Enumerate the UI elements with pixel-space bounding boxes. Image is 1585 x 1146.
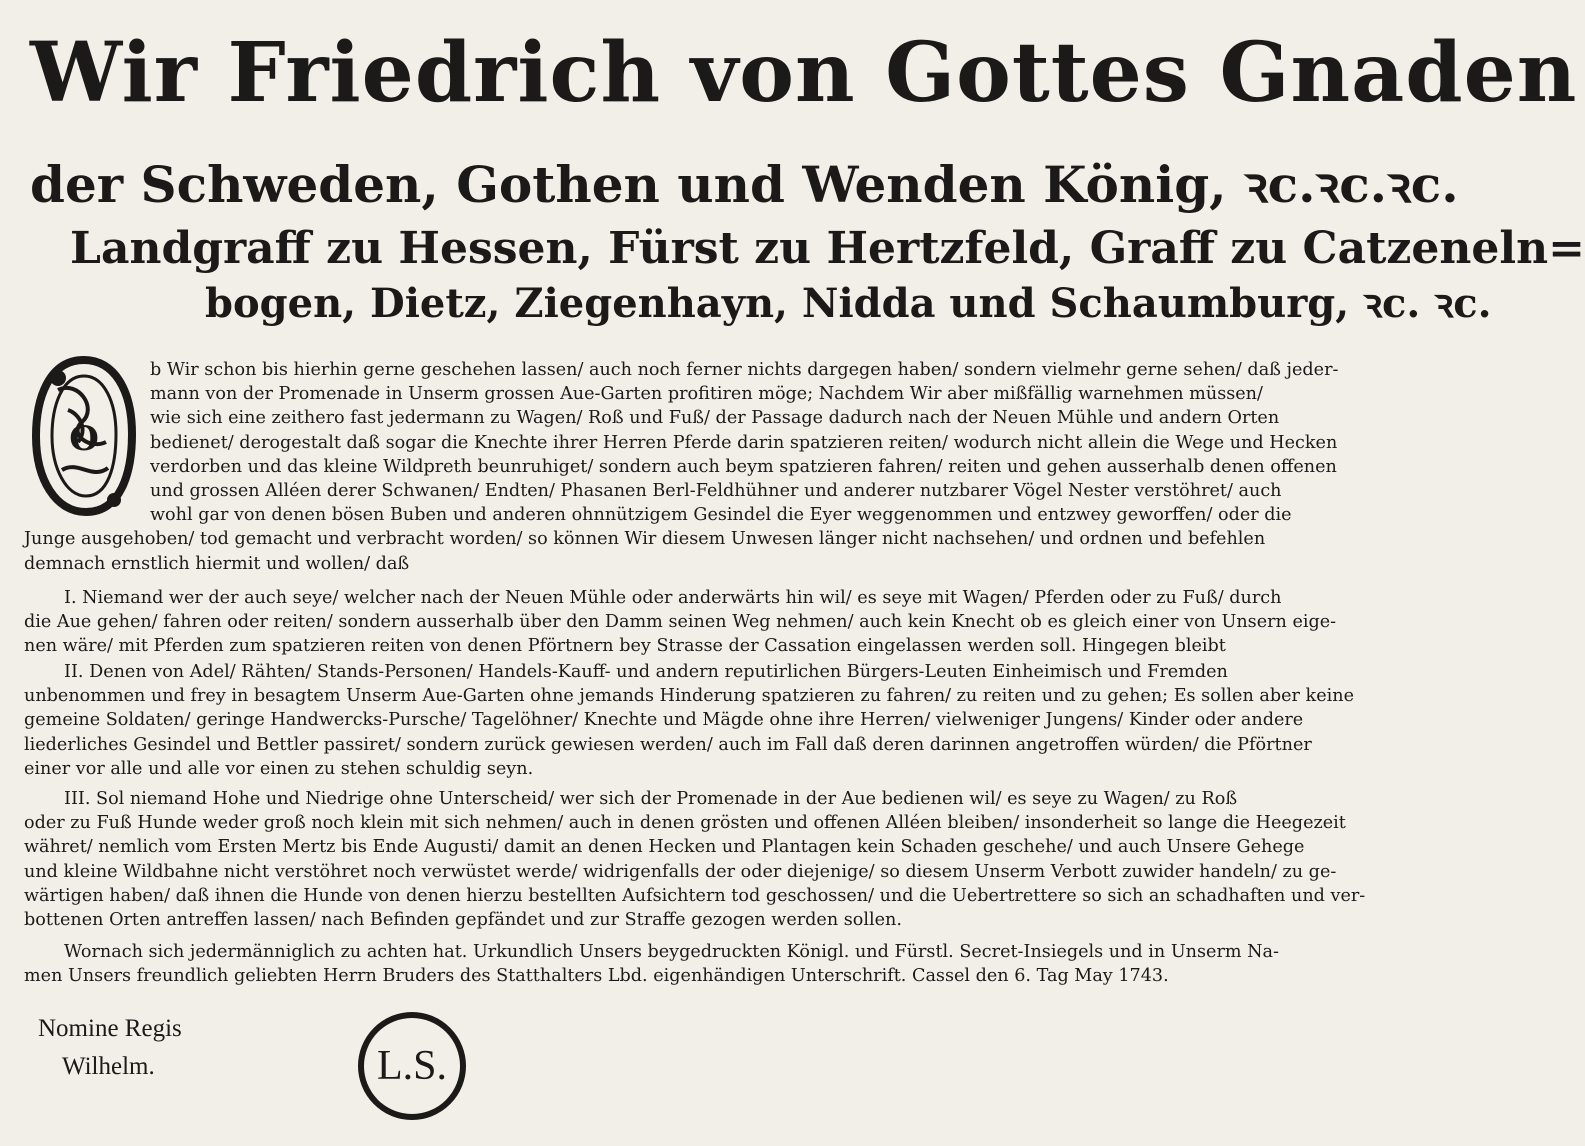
text-line: währet/ nemlich vom Ersten Mertz bis Ende Augusti/ damit an denen Hecken und Plantagen kein Schaden geschehe/ und auch Unsere Gehege [24, 837, 1305, 858]
text-line: b Wir schon bis hierhin gerne geschehen lassen/ auch noch ferner nichts dargegen haben/ sondern vielmehr gerne sehen/ daß jeder- [150, 360, 1339, 380]
closing-paragraph [24, 940, 1279, 988]
text-line: wärtigen haben/ daß ihnen die Hunde von denen hierzu bestellten Aufsichtern tod geschossen/ und die Uebertrettere so sich an schadhaften und ver- [24, 885, 1366, 906]
text-line: men Unsers freundlich geliebten Herrn Bruders des Statthalters Lbd. eigenhändigen Unterschrift. Cassel den 6. Tag May 1743. [24, 966, 1169, 987]
text-line: und kleine Wildbahne nicht verstöhret noch verwüstet werde/ widrigenfalls der oder diejenige/ so diesem Unserm Verbott zuwider handeln/ zu ge- [24, 861, 1337, 882]
text-line: oder zu Fuß Hunde weder groß noch klein mit sich nehmen/ auch in denen grösten und offenen Alléen bleiben/ insonderheit so lange die Heegezeit [24, 813, 1346, 834]
section-ii [24, 660, 1354, 781]
text-line: Junge ausgehoben/ tod gemacht und verbracht worden/ so können Wir diesem Unwesen länger nicht nachsehen/ und ordnen und befehlen [24, 529, 1266, 550]
text-line: die Aue gehen/ fahren oder reiten/ sondern ausserhalb über den Damm seinen Weg nehmen/ auch kein Knecht ob es gleich einer von Unsern eige- [24, 612, 1337, 633]
signature-line-1: Nomine Regis [38, 1015, 182, 1042]
text-line: verdorben und das kleine Wildpreth beunruhiget/ sondern auch beym spatzieren fahren/ reiten und gehen ausserhalb denen offenen [150, 456, 1337, 477]
text-line: wohl gar von denen bösen Buben und anderen ohnnützigem Gesindel die Eyer weggenommen und entzwey geworffen/ oder die [150, 505, 1292, 526]
text-line: einer vor alle und alle vor einen zu stehen schuldig seyn. [24, 758, 534, 779]
text-line: und grossen Alléen derer Schwanen/ Endten/ Phasanen Berl-Feldhühner und anderer nutzbarer Vögel Nester verstöhret/ auch [150, 481, 1282, 502]
initial-letter-text: O [69, 419, 99, 459]
section-i [24, 586, 1337, 659]
decree-heading-line-3: bogen, Dietz, Ziegenhayn, Nidda und Schaumburg, ꝛc. ꝛc. [205, 280, 1492, 327]
text-line: mann von der Promenade in Unserm grossen Aue-Garten profitiren möge; Nachdem Wir aber mißfällig warnehmen müssen/ [150, 384, 1263, 405]
text-line: nen wäre/ mit Pferden zum spatzieren reiten von denen Pförtnern bey Strasse der Cassation eingelassen werden soll. Hingegen bleibt [24, 636, 1226, 657]
seal-stamp [358, 1012, 466, 1120]
text-line: wie sich eine zeithero fast jedermann zu Wagen/ Roß und Fuß/ der Passage dadurch nach der Neuen Mühle und andern Orten [150, 408, 1280, 429]
intro-paragraph [24, 358, 1339, 576]
text-line: II. Denen von Adel/ Rähten/ Stands-Personen/ Handels-Kauff- und andern reputirlichen Bürgers-Leuten Einheimisch und Fremden [64, 662, 1228, 682]
seal-text: L.S. [376, 1043, 447, 1089]
text-line: liederliches Gesindel und Bettler passiret/ sondern zurück gewiesen werden/ auch im Fall daß deren darinnen angetroffen würden/ die Pförtner [24, 734, 1312, 755]
decree-heading-line-1: der Schweden, Gothen und Wenden König, ꝛc.ꝛc.ꝛc. [30, 155, 1459, 214]
decree-title: Wir Friedrich von Gottes Gnaden [30, 25, 1578, 121]
text-line: bottenen Orten antreffen lassen/ nach Befinden gepfändet und zur Straffe gezogen werden sollen. [24, 910, 902, 931]
section-iii [24, 787, 1366, 932]
decree-heading-line-2: Landgraff zu Hessen, Fürst zu Hertzfeld, Graff zu Catzeneln= [70, 223, 1585, 274]
text-line: gemeine Soldaten/ geringe Handwercks-Pursche/ Tagelöhner/ Knechte und Mägde ohne ihre Herren/ vielweniger Jungens/ Kinder oder andere [24, 710, 1304, 731]
text-line: I. Niemand wer der auch seye/ welcher nach der Neuen Mühle oder anderwärts hin wil/ es seye mit Wagen/ Pferden oder zu Fuß/ durch [64, 588, 1282, 608]
signature-block [38, 1010, 182, 1086]
signature-line-2: Wilhelm. [62, 1053, 155, 1080]
text-line: demnach ernstlich hiermit und wollen/ daß [24, 553, 410, 574]
text-line: unbenommen und frey in besagtem Unserm Aue-Garten ohne jemands Hinderung spatzieren zu fahren/ zu reiten und zu gehen; Es sollen aber keine [24, 686, 1354, 707]
text-line: Wornach sich jedermänniglich zu achten hat. Urkundlich Unsers beygedruckten Königl. und Fürstl. Secret-Insiegels und in Unserm Na- [64, 942, 1279, 962]
text-line: bedienet/ derogestalt daß sogar die Knechte ihrer Herren Pferde darin spatzieren reiten/ wodurch nicht allein die Wege und Hecken [150, 432, 1338, 453]
text-line: III. Sol niemand Hohe und Niedrige ohne Unterscheid/ wer sich der Promenade in der Aue bedienen wil/ es seye zu Wagen/ zu Roß [64, 789, 1238, 809]
